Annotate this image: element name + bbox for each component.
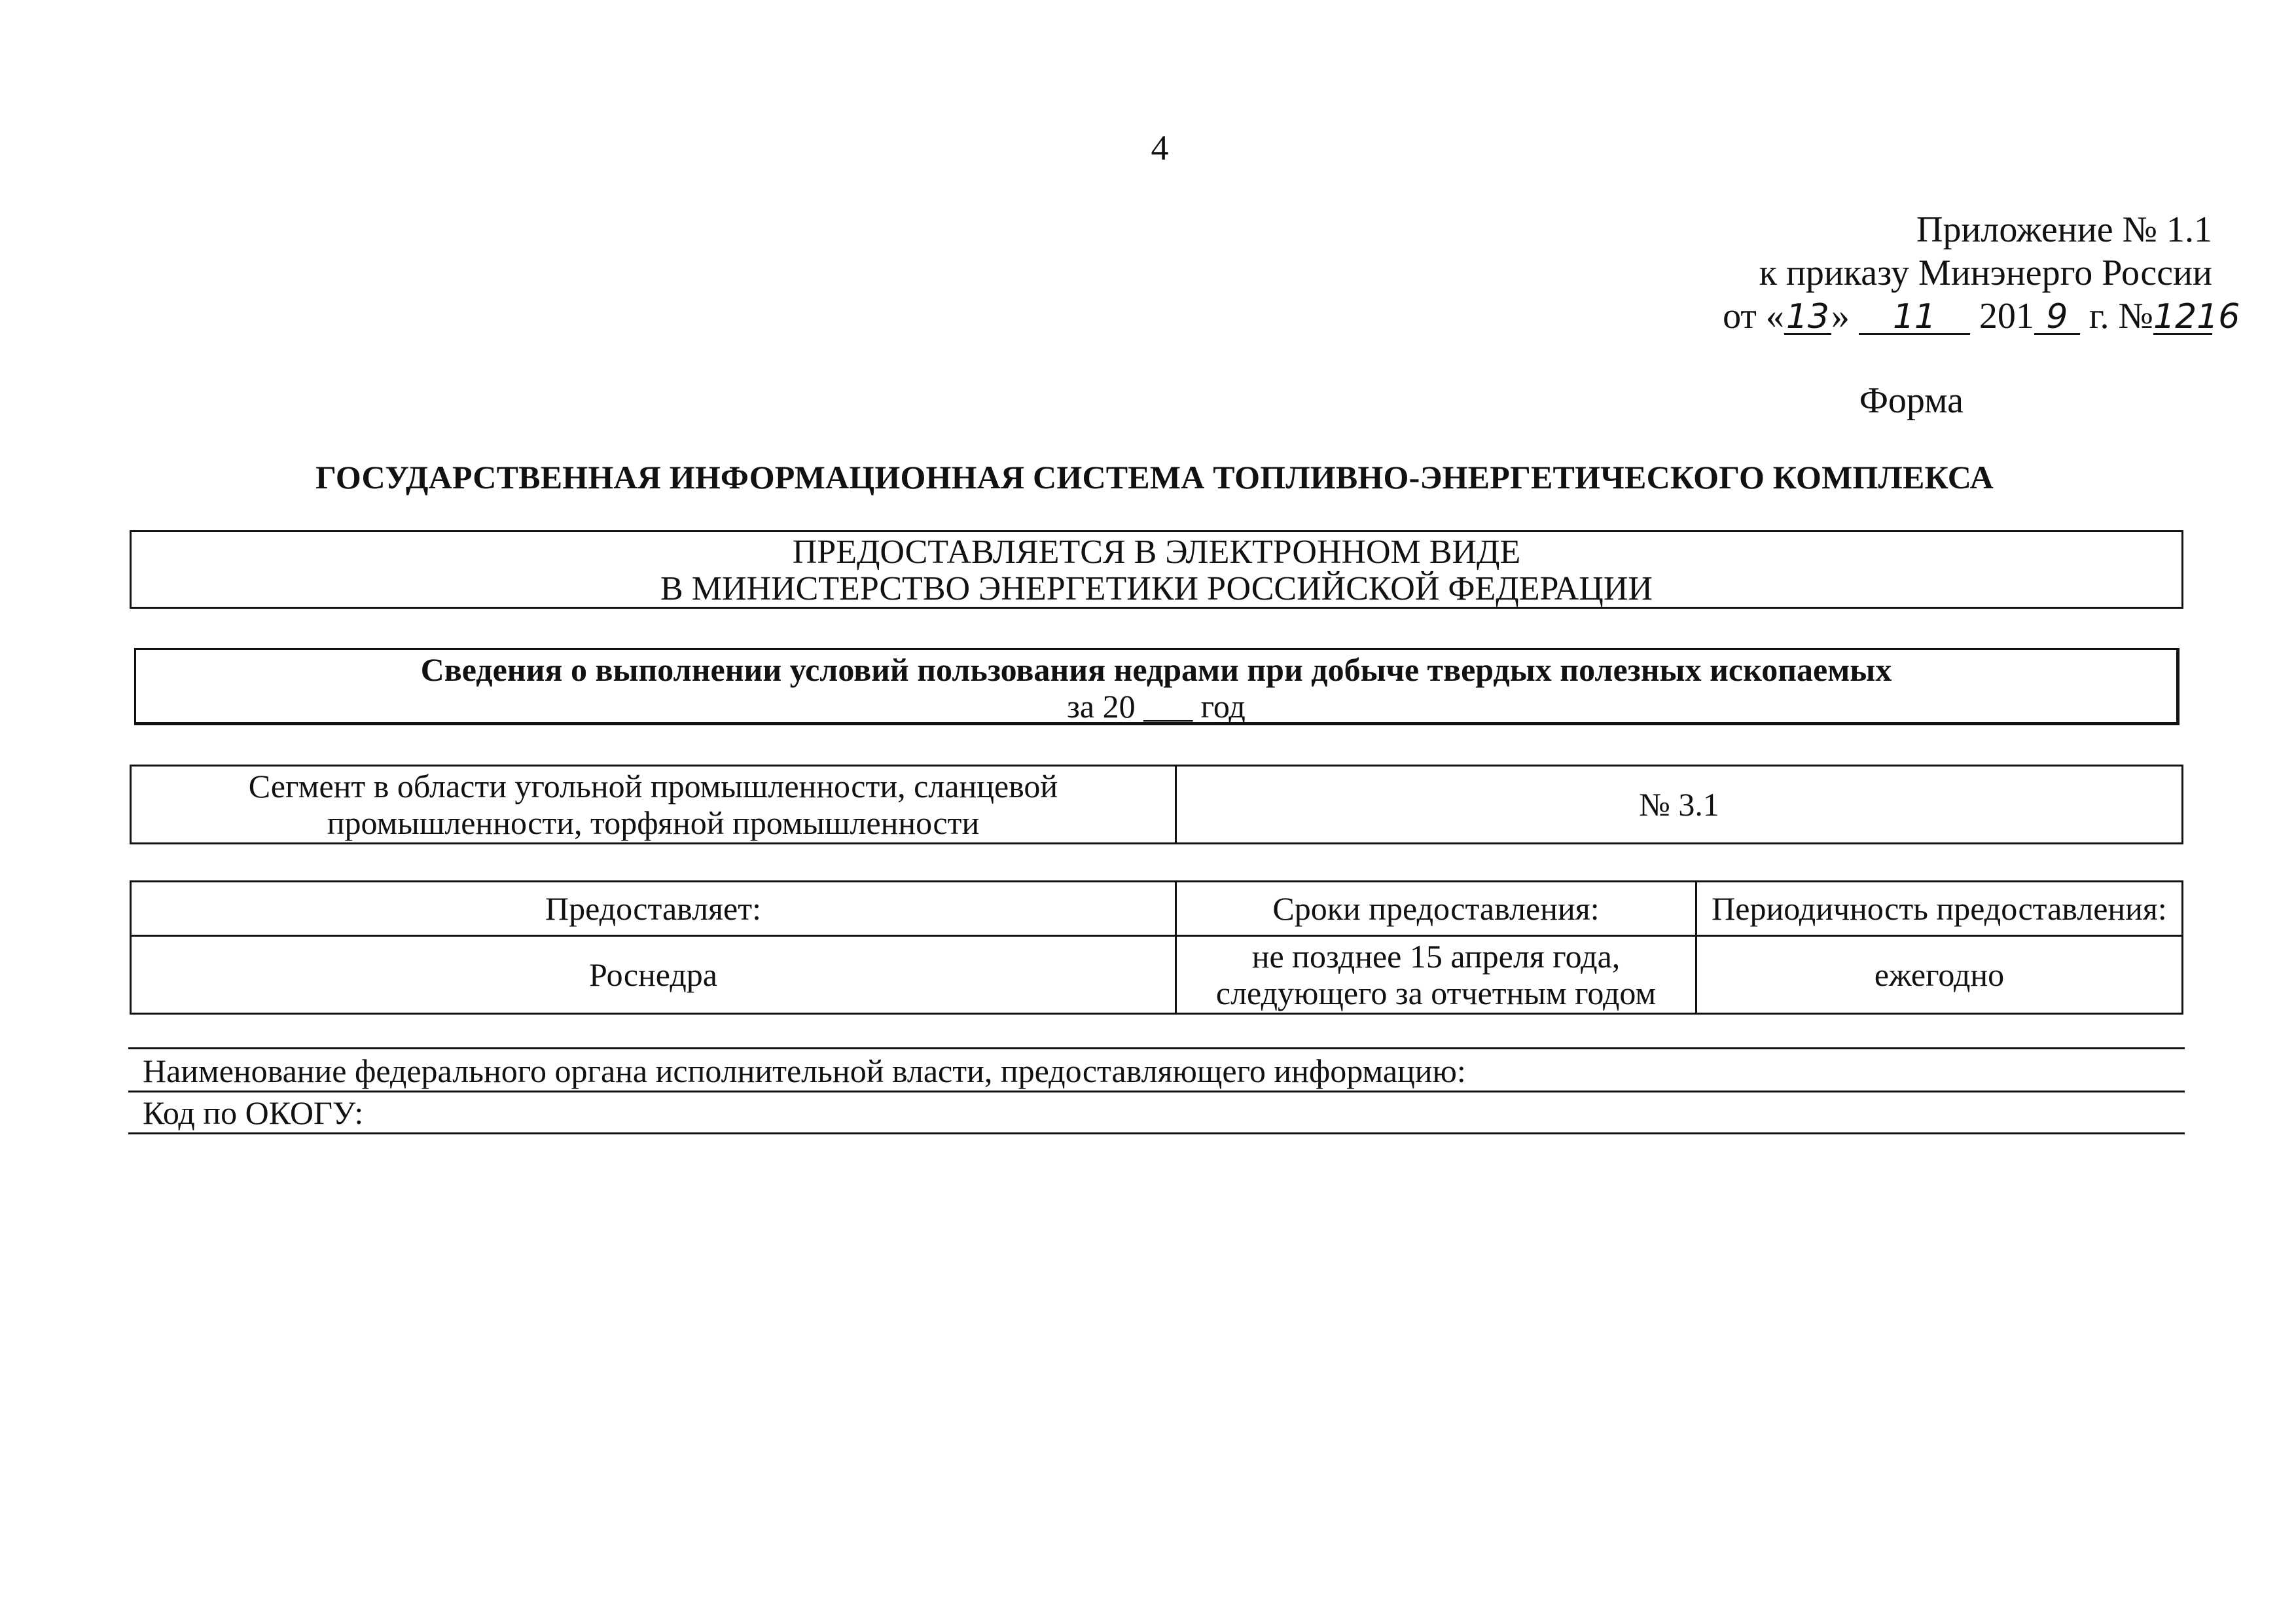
report-title: Сведения о выполнении условий пользования недрами при добыче твердых полезных ископаемых	[420, 651, 1892, 688]
date-close-quote: »	[1831, 296, 1850, 336]
segment-name-cell	[131, 766, 1176, 844]
handwritten-month: 11	[1859, 300, 1970, 335]
deadline-line2: следующего за отчетным годом	[1215, 975, 1657, 1011]
date-prefix: от «	[1723, 296, 1784, 336]
provision-provider-cell: Роснедра	[131, 936, 1176, 1014]
divider-top	[128, 1047, 2185, 1049]
provision-periodicity-cell: ежегодно	[1696, 936, 2183, 1014]
provision-header-periodicity: Периодичность предоставления:	[1696, 882, 2183, 936]
handwritten-day: 13	[1784, 300, 1831, 335]
provision-header-deadline: Сроки предоставления:	[1176, 882, 1696, 936]
appendix-order-date	[1623, 295, 2240, 338]
handwritten-order-number: 1216	[2153, 297, 2240, 336]
segment-number-cell: № 3.1	[1176, 766, 2183, 844]
provision-header-provider: Предоставляет:	[131, 882, 1176, 936]
document-title: ГОСУДАРСТВЕННАЯ ИНФОРМАЦИОННАЯ СИСТЕМА ТОПЛИВНО-ЭНЕРГЕТИЧЕСКОГО КОМПЛЕКСА	[315, 459, 1994, 496]
segment-name-line2: промышленности, торфяной промышленности	[327, 804, 980, 841]
page-number: 4	[1151, 128, 1169, 168]
appendix-number: Приложение № 1.1	[1916, 209, 2212, 250]
appendix-header	[1623, 208, 2240, 338]
authority-name-field: Наименование федерального органа исполнительной власти, предоставляющего информацию:	[143, 1053, 1466, 1089]
provision-body-row	[131, 936, 2183, 1014]
provision-header-row	[131, 882, 2183, 936]
provision-table	[130, 880, 2183, 1015]
form-label: Форма	[1859, 380, 1964, 421]
electronic-submission-line1: ПРЕДОСТАВЛЯЕТСЯ В ЭЛЕКТРОННОМ ВИДЕ	[792, 533, 1521, 571]
report-period: за 20 ___ год	[1067, 688, 1246, 725]
divider-bottom	[128, 1132, 2185, 1134]
segment-row	[131, 766, 2183, 844]
deadline-line1: не позднее 15 апреля года,	[1251, 938, 1621, 975]
segment-table	[130, 765, 2183, 844]
appendix-order-reference: к приказу Минэнерго России	[1759, 253, 2212, 293]
segment-name-line1: Сегмент в области угольной промышленности, сланцевой	[248, 768, 1058, 804]
electronic-submission-box	[130, 530, 2183, 609]
divider-middle	[128, 1091, 2185, 1092]
year-prefix: 201	[1979, 296, 2034, 336]
handwritten-year-digit: 9	[2034, 300, 2080, 335]
okogu-code-field: Код по ОКОГУ:	[143, 1094, 364, 1131]
electronic-submission-line2: В МИНИСТЕРСТВО ЭНЕРГЕТИКИ РОССИЙСКОЙ ФЕДЕРАЦИИ	[660, 570, 1653, 607]
provision-deadline-cell	[1176, 936, 1696, 1014]
report-info-box	[134, 648, 2179, 725]
order-number-label: г. №	[2089, 296, 2153, 336]
